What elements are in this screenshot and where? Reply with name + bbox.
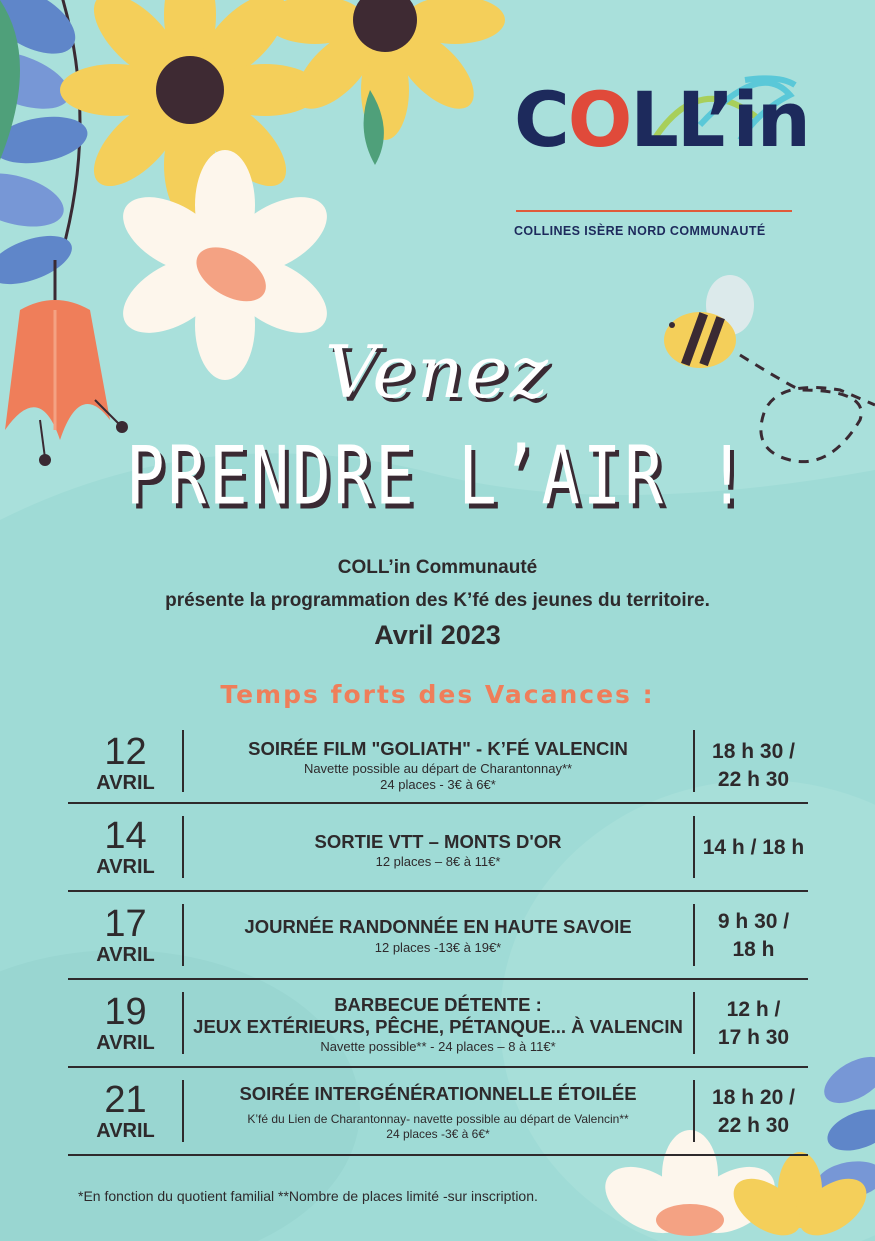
event-day: 14 [104, 815, 147, 857]
column-divider [693, 730, 695, 792]
event-month: AVRIL [96, 1120, 155, 1142]
event-date [68, 992, 183, 1054]
event-time: 18 h [732, 938, 775, 961]
event-title: SOIRÉE INTERGÉNÉRATIONNELLE ÉTOILÉE [239, 1083, 637, 1104]
event-date [68, 904, 183, 966]
logo-divider [516, 210, 792, 212]
row-separator [68, 1154, 808, 1156]
headline-prendre-lair: PRENDRE L’AIR ! [126, 430, 749, 524]
column-divider [693, 992, 695, 1054]
headline-venez: Venez [325, 330, 550, 414]
event-day: 21 [104, 1079, 147, 1121]
event-day: 12 [104, 731, 147, 773]
event-month: AVRIL [96, 856, 155, 878]
section-title: Temps forts des Vacances : [220, 680, 655, 709]
column-divider [693, 1080, 695, 1142]
event-row [68, 804, 808, 892]
event-month: AVRIL [96, 772, 155, 794]
event-detail: Navette possible au départ de Charantonnay** [303, 761, 573, 776]
event-title: BARBECUE DÉTENTE : [334, 994, 542, 1015]
event-time: 12 h / [726, 998, 781, 1021]
logo-letter-c: C [514, 75, 568, 164]
intro-description: présente la programmation des K’fé des jeunes du territoire. [165, 590, 710, 611]
event-detail: K’fé du Lien de Charantonnay- navette possible au départ de Valencin** [247, 1112, 629, 1126]
event-date [68, 816, 183, 878]
event-time: 22 h 30 [717, 1114, 790, 1137]
intro-month: Avril 2023 [374, 620, 501, 650]
event-detail: 24 places -3€ à 6€* [386, 1127, 490, 1141]
event-time: 18 h 30 / [712, 740, 795, 763]
logo-wordmark [514, 75, 809, 164]
event-day: 19 [104, 991, 147, 1033]
event-time: 14 h / 18 h [702, 836, 805, 859]
event-detail: 12 places -13€ à 19€* [374, 940, 502, 955]
event-row [68, 980, 808, 1068]
event-detail: 12 places – 8€ à 11€* [375, 854, 501, 869]
event-time: 18 h 20 / [712, 1086, 795, 1109]
event-title: JEUX EXTÉRIEURS, PÊCHE, PÉTANQUE... À VALENCIN [193, 1016, 683, 1037]
event-detail: Navette possible** - 24 places – 8 à 11€* [320, 1039, 556, 1054]
event-title: SOIRÉE FILM "GOLIATH" - K’FÉ VALENCIN [248, 738, 628, 759]
footnote: *En fonction du quotient familial **Nombre de places limité -sur inscription. [78, 1188, 538, 1204]
event-row [68, 1068, 808, 1156]
event-title: SORTIE VTT – MONTS D'OR [314, 831, 562, 852]
logo-tagline: COLLINES ISÈRE NORD COMMUNAUTÉ [514, 224, 766, 238]
event-date [68, 1080, 183, 1142]
event-time: 17 h 30 [717, 1026, 790, 1049]
event-row [68, 892, 808, 980]
logo-letters-rest: LL’in [630, 75, 809, 164]
event-row [68, 728, 808, 804]
event-time: 9 h 30 / [717, 910, 790, 933]
event-title: JOURNÉE RANDONNÉE EN HAUTE SAVOIE [244, 916, 632, 937]
event-detail: 24 places - 3€ à 6€* [380, 777, 496, 792]
column-divider [693, 904, 695, 966]
column-divider [693, 816, 695, 878]
event-date [68, 732, 183, 794]
logo-letter-o: O [567, 75, 631, 164]
intro-organizer: COLL’in Communauté [337, 557, 538, 578]
events-table [68, 728, 808, 1156]
event-month: AVRIL [96, 944, 155, 966]
event-month: AVRIL [96, 1032, 155, 1054]
event-day: 17 [104, 903, 147, 945]
event-time: 22 h 30 [717, 768, 790, 791]
collin-logo [510, 75, 809, 248]
